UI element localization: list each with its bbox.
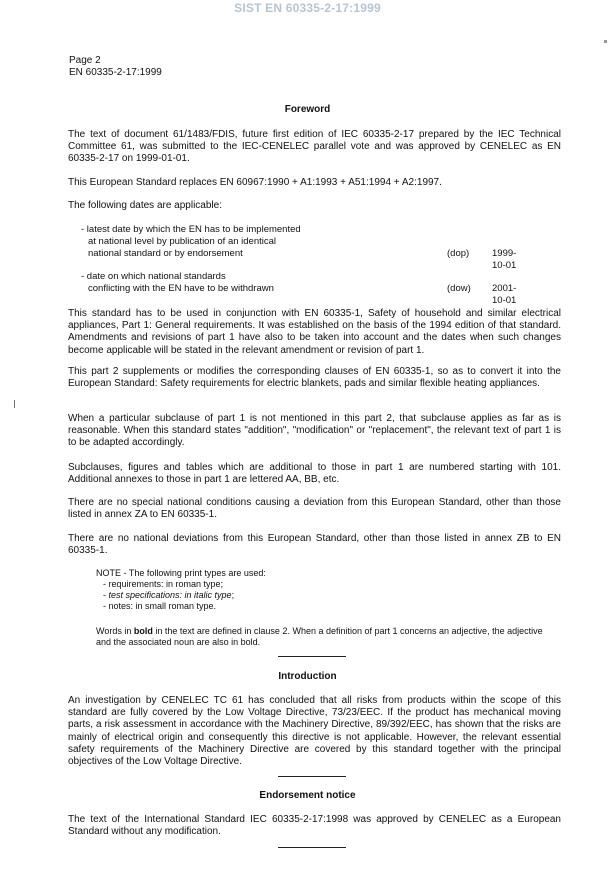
foreword-paragraph-1: The text of document 61/1483/FDIS, future first edition of IEC 60335-2-17 prepared by the IEC Technical Committee 61, was submitted to the IEC-CENELEC parallel vote and was approved by CENELEC as EN 60335-2-17 on 1999-01-01. — [68, 129, 561, 165]
date-item-text: - latest date by which the EN has to be implemented — [81, 224, 301, 235]
date-item-text: national standard or by endorsement — [88, 248, 243, 259]
bold-words-bold: bold — [133, 626, 153, 636]
date-value: 1999-10-01 — [492, 248, 517, 271]
note-block — [96, 568, 266, 612]
foreword-paragraph-4: This standard has to be used in conjunction with EN 60335-1, Safety of household and similar electrical appliances, Part 1: General requirements. It was established on the basis of the 1994 edition of that standard. Amendments and revisions of part 1 have also to be taken into account and the dates when such changes become applicable will be stated in the relevant amendment or revision of part 1. — [68, 308, 561, 356]
page-number: Page 2 — [69, 55, 101, 66]
introduction-paragraph: An investigation by CENELEC TC 61 has concluded that all risks from products within the scope of this standard are fully covered by the Low Voltage Directive, 73/23/EEC. If the product has mechanical moving parts, a risk assessment in accordance with the Machinery Directive, 89/392/EEC, has shown that the risks are mainly of electrical origin and consequently this directive is not applicable. However, the relevant essential safety requirements of the Machinery Directive are covered by this standard together with the principal objectives of the Low Voltage Directive. — [68, 695, 561, 768]
foreword-paragraph-6: When a particular subclause of part 1 is not mentioned in this part 2, that subclause applies as far as is reasonable. When this standard states "addition", "modification" or "replacement", the relevant text of part 1 is to be adapted accordingly. — [68, 413, 561, 449]
bold-words-note — [96, 626, 546, 648]
note-item: - notes: in small roman type. — [103, 601, 217, 611]
date-item-dop — [81, 224, 517, 271]
endorsement-paragraph: The text of the International Standard IEC 60335-2-17:1998 was approved by CENELEC as a European Standard without any modification. — [68, 814, 561, 838]
foreword-heading: Foreword — [284, 104, 331, 115]
date-item-text: at national level by publication of an identical — [88, 236, 277, 247]
endorsement-heading: Endorsement notice — [259, 790, 356, 801]
foreword-paragraph-3: The following dates are applicable: — [68, 200, 222, 211]
foreword-paragraph-5: This part 2 supplements or modifies the corresponding clauses of EN 60335-1, so as to convert it into the European Standard: Safety requirements for electric blankets, pads and similar flexible heating appliances. — [68, 366, 561, 390]
date-label: (dow) — [447, 283, 471, 294]
foreword-paragraph-2: This European Standard replaces EN 60967:1990 + A1:1993 + A51:1994 + A2:1997. — [68, 177, 442, 188]
note-item: - requirements: in roman type; — [103, 579, 224, 589]
introduction-heading: Introduction — [278, 671, 337, 682]
scan-mark — [604, 40, 607, 43]
note-item-italic: test specifications: in italic type — [108, 590, 232, 600]
section-divider — [278, 776, 346, 777]
document-id: EN 60335-2-17:1999 — [69, 67, 162, 78]
date-item-dow — [81, 271, 517, 306]
note-item: - test specifications: in italic type; — [103, 590, 235, 600]
scan-mark — [14, 400, 15, 408]
watermark: SIST EN 60335-2-17:1999 — [234, 1, 381, 15]
date-item-text: - date on which national standards — [81, 271, 226, 282]
date-item-text: conflicting with the EN have to be withdrawn — [88, 283, 274, 294]
date-label: (dop) — [447, 248, 470, 259]
note-title: NOTE - The following print types are used: — [96, 568, 266, 578]
bold-words-post: in the text are defined in clause 2. When a definition of part 1 concerns an adjective, the adjective and the associated noun are also in bold. — [96, 626, 543, 647]
foreword-paragraph-9: There are no national deviations from this European Standard, other than those listed in annex ZB to EN 60335-1. — [68, 533, 561, 557]
section-divider — [278, 656, 346, 657]
foreword-paragraph-7: Subclauses, figures and tables which are additional to those in part 1 are numbered starting with 101. Additional annexes to those in part 1 are lettered AA, BB, etc. — [68, 462, 561, 486]
foreword-paragraph-8: There are no special national conditions causing a deviation from this European Standard, other than those listed in annex ZA to EN 60335-1. — [68, 497, 561, 521]
bold-words-pre: Words in — [96, 626, 134, 636]
section-divider — [278, 847, 346, 848]
date-value: 2001-10-01 — [492, 283, 517, 306]
